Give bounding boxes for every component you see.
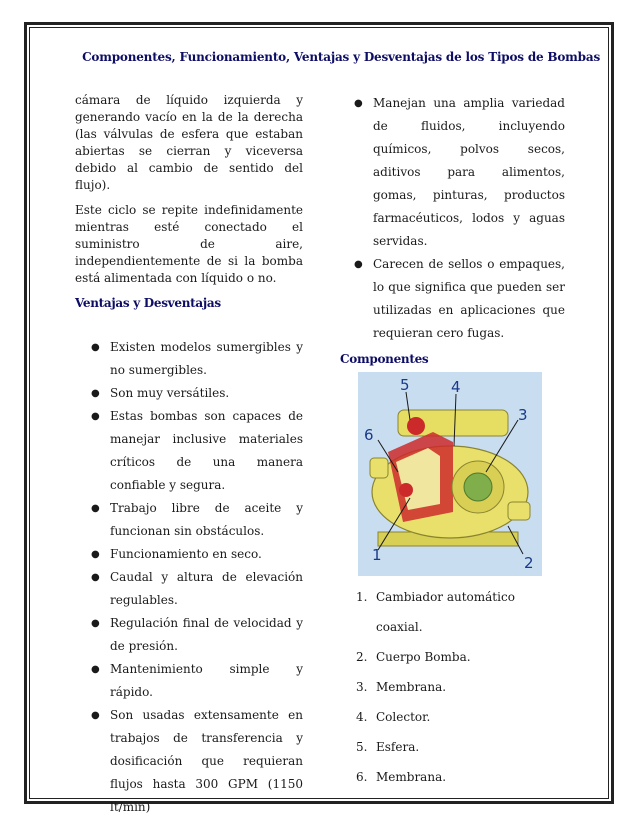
features-list <box>340 92 565 345</box>
list-item: 2. Cuerpo Bomba. <box>356 650 471 664</box>
list-item: 4. Colector. <box>356 710 431 724</box>
list-item: 6. Membrana. <box>356 770 447 784</box>
list-item: ● Son muy versátiles. <box>75 382 303 405</box>
components-list-container <box>340 582 565 792</box>
figure-label-4: 4 <box>451 378 461 396</box>
paragraph-cycle: Este ciclo se repite indefinidamente mientras esté conectado el suministro de aire, independientemente de si la bomba está alimentada con líquido o no. <box>75 203 303 285</box>
list-item: 3. Membrana. <box>356 680 447 694</box>
list-item: ● Son usadas extensamente en trabajos de transferencia y dosificación que requieran flujos hasta 300 GPM (1150 lt/min) <box>75 704 303 819</box>
figure-label-2: 2 <box>524 554 534 572</box>
figure-label-3: 3 <box>518 406 528 424</box>
figure-label-1: 1 <box>372 546 382 564</box>
paragraph-chamber: cámara de líquido izquierda y generando vacío en la de la derecha (las válvulas de esfera que estaban abiertas se cierran y viceversa debido al cambio de sentido del flujo). <box>75 93 303 192</box>
left-column <box>75 92 303 819</box>
page-header-title: Componentes, Funcionamiento, Ventajas y Desventajas de los Tipos de Bombas <box>82 50 600 64</box>
pump-diagram-image <box>358 372 542 576</box>
pump-outlet <box>508 502 530 520</box>
list-item: 1. Cambiador automático coaxial. <box>356 590 515 634</box>
list-item: ● Estas bombas son capaces de manejar inclusive materiales críticos de una manera confiable y segura. <box>75 405 303 497</box>
components-list <box>340 582 565 792</box>
heading-ventajas: Ventajas y Desventajas <box>75 296 221 310</box>
figure-label-5: 5 <box>400 376 410 394</box>
bullet-icon: ● <box>354 98 363 109</box>
advantages-list <box>75 336 303 819</box>
list-item: ● Manejan una amplia variedad de fluidos, incluyendo químicos, polvos secos, aditivos para alimentos, gomas, pinturas, productos farmacéuticos, lodos y aguas servidas. <box>340 92 565 253</box>
bullet-icon: ● <box>91 572 100 583</box>
list-item: 5. Esfera. <box>356 740 420 754</box>
bullet-icon: ● <box>354 259 363 270</box>
figure-label-6: 6 <box>364 426 374 444</box>
list-item: ● Funcionamiento en seco. <box>75 543 303 566</box>
bullet-icon: ● <box>91 342 100 353</box>
bullet-icon: ● <box>91 411 100 422</box>
bullet-icon: ● <box>91 388 100 399</box>
list-item: ● Mantenimiento simple y rápido. <box>75 658 303 704</box>
list-item: ● Caudal y altura de elevación regulables. <box>75 566 303 612</box>
right-column <box>340 92 565 368</box>
bullet-icon: ● <box>91 503 100 514</box>
bullet-icon: ● <box>91 664 100 675</box>
pump-illustration <box>358 372 542 576</box>
bullet-icon: ● <box>91 618 100 629</box>
pump-valve-left <box>399 483 413 497</box>
heading-componentes: Componentes <box>340 352 429 366</box>
pump-rotor <box>464 473 492 501</box>
list-item: ● Trabajo libre de aceite y funcionan sin obstáculos. <box>75 497 303 543</box>
bullet-icon: ● <box>91 710 100 721</box>
list-item: ● Regulación final de velocidad y de presión. <box>75 612 303 658</box>
list-item: ● Carecen de sellos o empaques, lo que significa que pueden ser utilizadas en aplicaciones que requieran cero fugas. <box>340 253 565 345</box>
pump-inlet <box>370 458 388 478</box>
list-item: ● Existen modelos sumergibles y no sumergibles. <box>75 336 303 382</box>
bullet-icon: ● <box>91 549 100 560</box>
